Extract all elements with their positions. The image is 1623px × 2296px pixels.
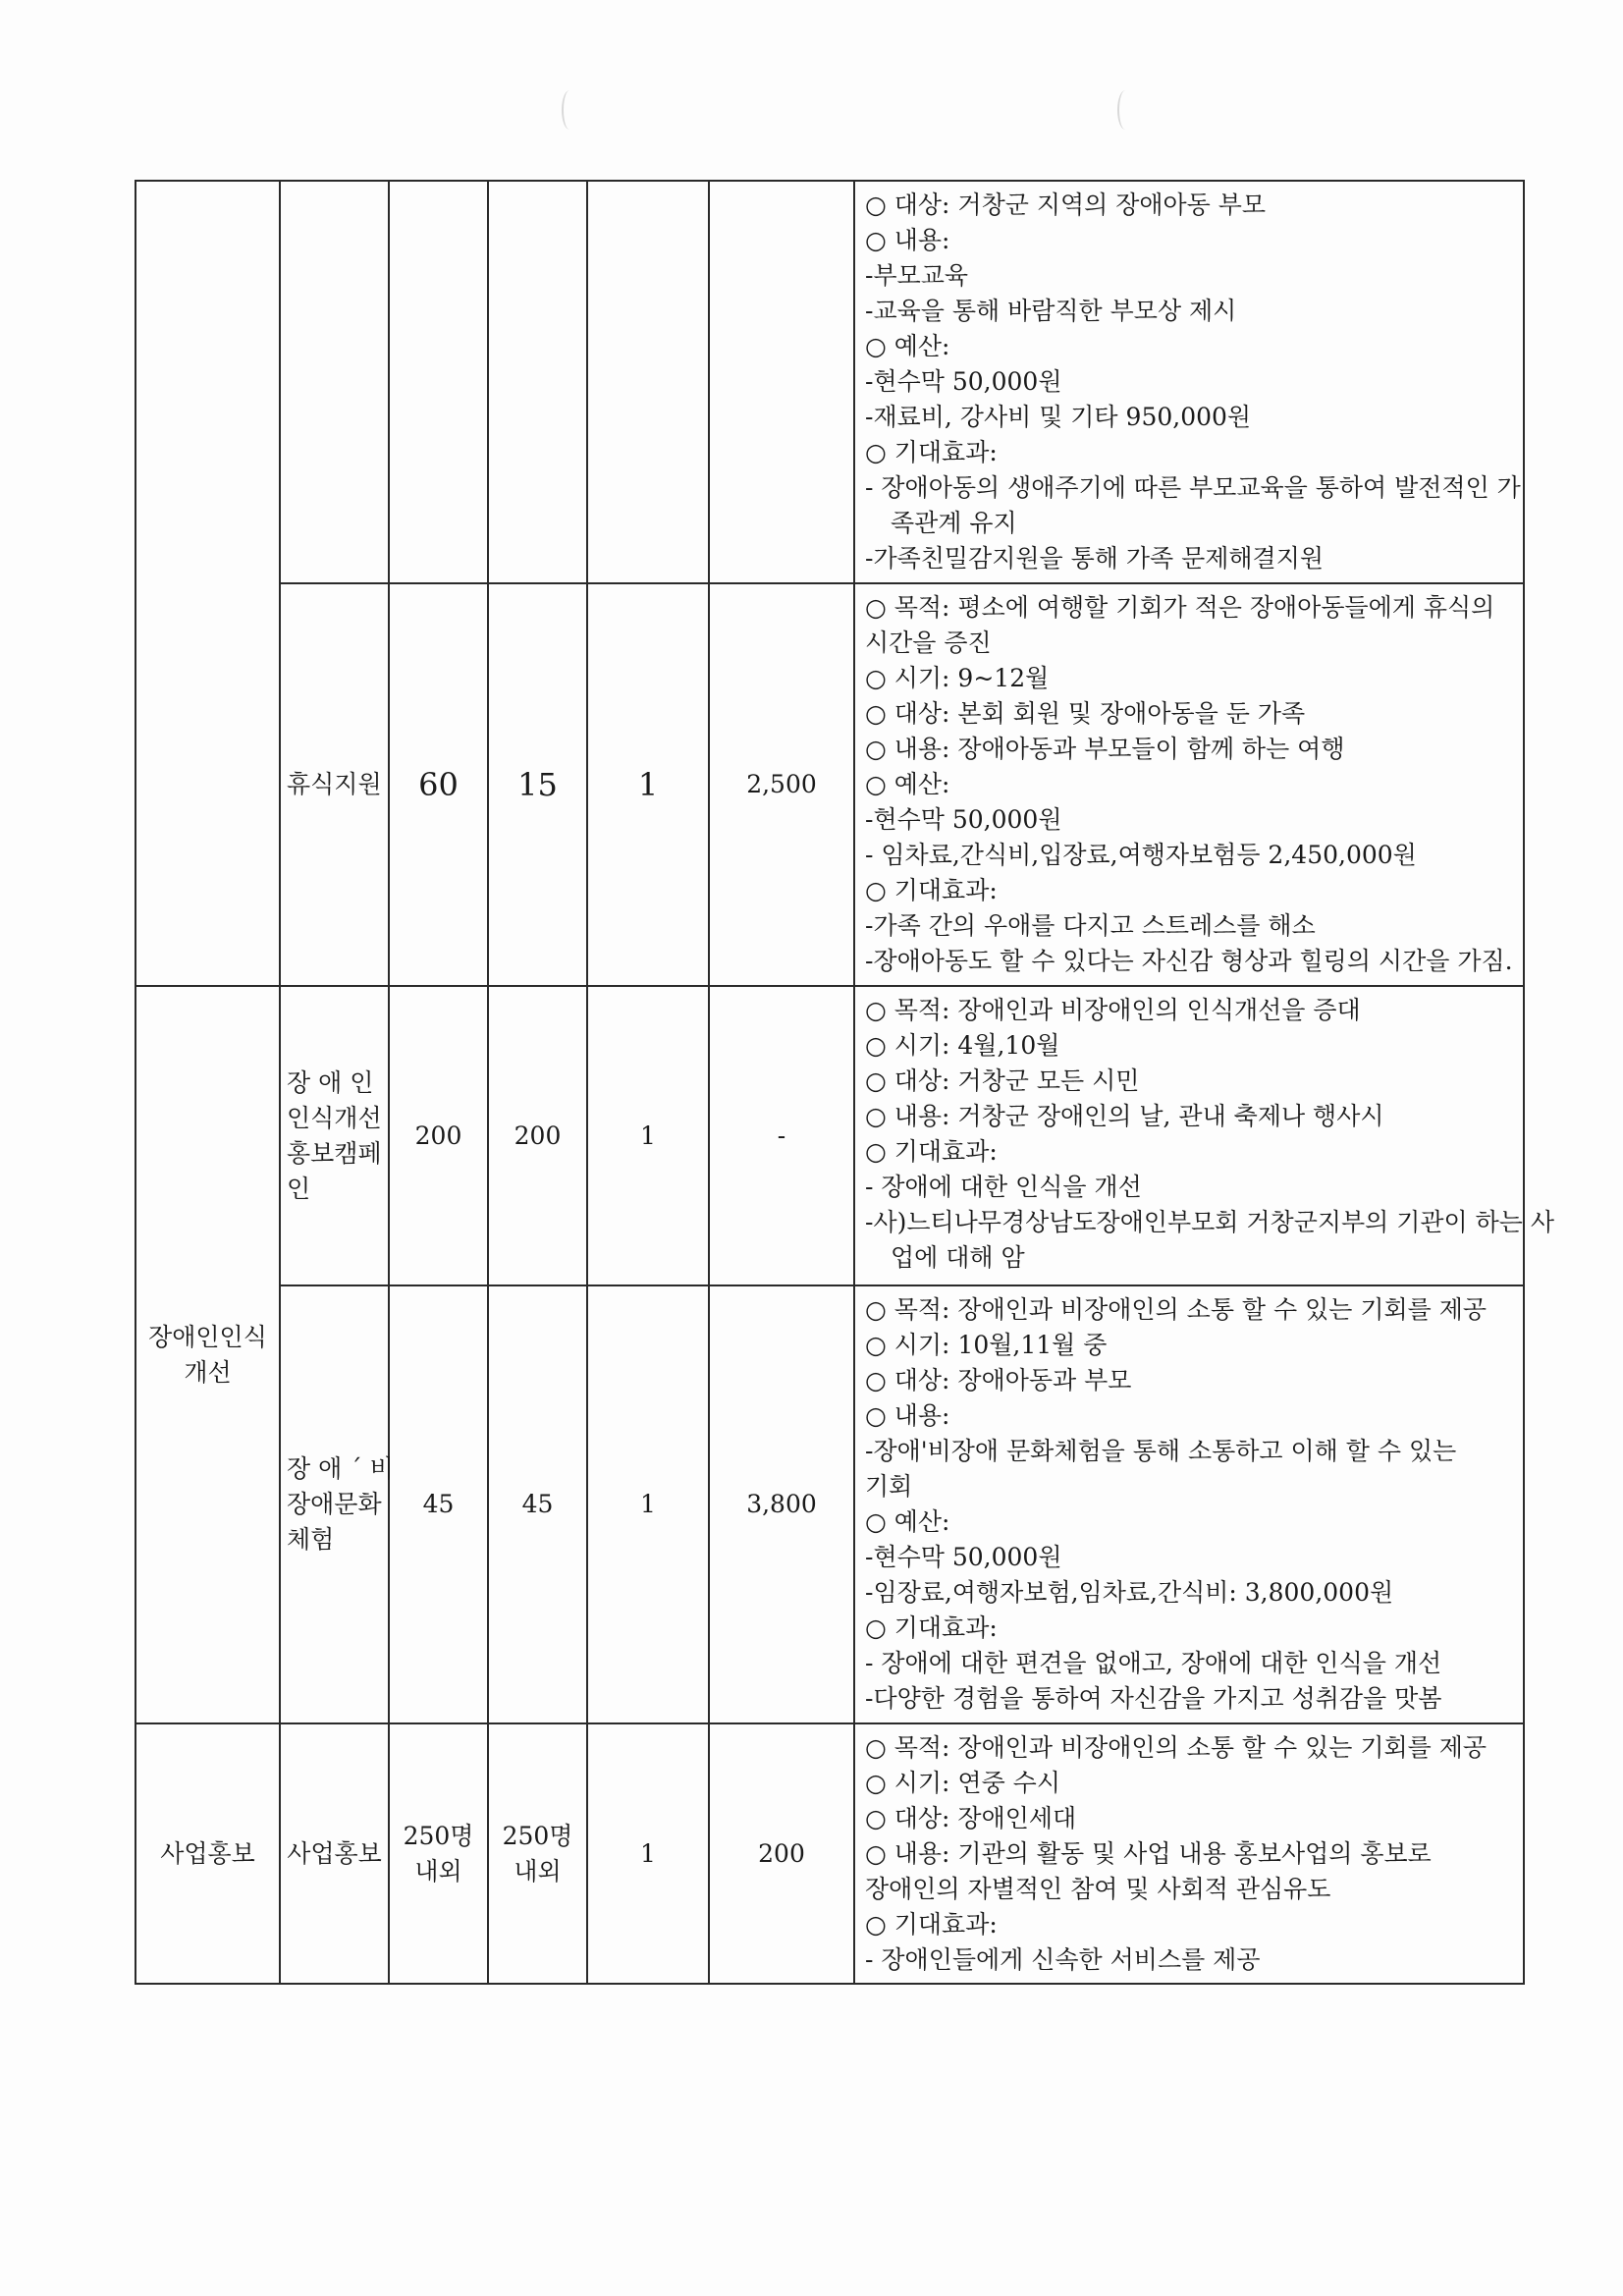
detail-line: - 장애인들에게 신속한 서비스를 제공 bbox=[865, 1945, 1261, 1974]
program-name-line: 휴식지원 bbox=[287, 770, 382, 798]
table-row bbox=[135, 583, 1524, 986]
detail-line: -임장료,여행자보험,임차료,간식비: 3,800,000원 bbox=[865, 1578, 1394, 1607]
details-cell bbox=[854, 583, 1524, 986]
detail-line: -사)느티나무경상남도장애인부모회 거창군지부의 기관이 하는 사 bbox=[865, 1208, 1555, 1236]
detail-line: -장애'비장애 문화체험을 통해 소통하고 이해 할 수 있는 bbox=[865, 1437, 1457, 1465]
budget-cell: 2,500 bbox=[709, 583, 854, 986]
program-name-line: 장 애 인 bbox=[287, 1067, 374, 1097]
detail-line: ○ 시기: 연중 수시 bbox=[865, 1769, 1060, 1797]
program-cell bbox=[280, 986, 389, 1285]
scan-mark-left bbox=[562, 90, 577, 130]
details-cell bbox=[854, 181, 1524, 583]
detail-line: -교육을 통해 바람직한 부모상 제시 bbox=[865, 297, 1237, 325]
target-cell: 60 bbox=[389, 583, 488, 986]
detail-line: - 장애아동의 생애주기에 따른 부모교육을 통하여 발전적인 가 bbox=[865, 473, 1521, 502]
budget-cell: 3,800 bbox=[709, 1285, 854, 1723]
detail-line: ○ 기대효과: bbox=[865, 1613, 998, 1642]
program-name-line: 홍보캠페 bbox=[287, 1138, 382, 1168]
program-cell bbox=[280, 1285, 394, 1723]
detail-line: 기회 bbox=[865, 1472, 913, 1501]
program-table bbox=[135, 180, 1555, 1985]
program-cell bbox=[280, 181, 389, 583]
detail-line: ○ 내용: 거창군 장애인의 날, 관내 축제나 행사시 bbox=[865, 1102, 1384, 1130]
participants-cell: 200 bbox=[488, 986, 587, 1285]
participants-cell: 45 bbox=[488, 1285, 587, 1723]
detail-line: ○ 기대효과: bbox=[865, 876, 998, 904]
sessions-cell: 1 bbox=[587, 1723, 709, 1984]
category-cell: 장애인인식 개선 bbox=[135, 986, 280, 1723]
target-cell: 200 bbox=[389, 986, 488, 1285]
detail-line: ○ 내용: 기관의 활동 및 사업 내용 홍보사업의 홍보로 bbox=[865, 1839, 1432, 1868]
sessions-cell: 1 bbox=[587, 1285, 709, 1723]
program-name-line: 인 bbox=[287, 1174, 311, 1203]
detail-line: ○ 내용: bbox=[865, 226, 950, 254]
detail-line: ○ 목적: 장애인과 비장애인의 소통 할 수 있는 기회를 제공 bbox=[865, 1295, 1488, 1324]
participants-cell: 250명 내외 bbox=[488, 1723, 587, 1984]
detail-line: ○ 시기: 9~12월 bbox=[865, 664, 1050, 692]
budget-cell: 200 bbox=[709, 1723, 854, 1984]
detail-line: ○ 목적: 평소에 여행할 기회가 적은 장애아동들에게 휴식의 bbox=[865, 593, 1495, 622]
detail-line: -부모교육 bbox=[865, 261, 969, 290]
category-cell: 사업홍보 bbox=[135, 1723, 280, 1984]
program-name-line: 체험 bbox=[287, 1525, 335, 1554]
detail-line: ○ 목적: 장애인과 비장애인의 소통 할 수 있는 기회를 제공 bbox=[865, 1733, 1488, 1762]
table-row bbox=[135, 1285, 1524, 1723]
detail-line: ○ 대상: 거창군 지역의 장애아동 부모 bbox=[865, 191, 1267, 219]
table-row bbox=[135, 986, 1524, 1285]
program-name-line: 사업홍보 bbox=[287, 1838, 382, 1868]
detail-line: ○ 예산: bbox=[865, 332, 950, 360]
detail-line: -가족 간의 우애를 다지고 스트레스를 해소 bbox=[865, 911, 1316, 940]
detail-line: ○ 예산: bbox=[865, 770, 950, 798]
detail-line: -재료비, 강사비 및 기타 950,000원 bbox=[865, 403, 1252, 431]
details-cell bbox=[854, 1723, 1524, 1984]
target-cell: 250명 내외 bbox=[389, 1723, 488, 1984]
scan-mark-right bbox=[1117, 90, 1133, 130]
detail-line: ○ 내용: bbox=[865, 1401, 950, 1430]
detail-line: - 장애에 대한 인식을 개선 bbox=[865, 1173, 1142, 1201]
budget-cell bbox=[709, 181, 854, 583]
detail-line: -현수막 50,000원 bbox=[865, 367, 1062, 396]
detail-line: 장애인의 자별적인 참여 및 사회적 관심유도 bbox=[865, 1875, 1331, 1903]
program-cell bbox=[280, 1723, 389, 1984]
category-cell bbox=[135, 181, 280, 986]
detail-line: ○ 시기: 4월,10월 bbox=[865, 1031, 1060, 1060]
detail-line: ○ 내용: 장애아동과 부모들이 함께 하는 여행 bbox=[865, 735, 1345, 763]
detail-line: ○ 기대효과: bbox=[865, 438, 998, 466]
detail-line: 족관계 유지 bbox=[891, 509, 1017, 537]
table-row bbox=[135, 181, 1524, 583]
participants-cell: 15 bbox=[488, 583, 587, 986]
program-name-line: 인식개선 bbox=[287, 1103, 382, 1132]
detail-line: - 임차료,간식비,입장료,여행자보험등 2,450,000원 bbox=[865, 841, 1417, 869]
detail-line: ○ 시기: 10월,11월 중 bbox=[865, 1331, 1108, 1359]
detail-line: 시간을 증진 bbox=[865, 629, 992, 657]
sessions-cell: 1 bbox=[587, 986, 709, 1285]
program-cell bbox=[280, 583, 389, 986]
details-cell bbox=[854, 986, 1555, 1285]
detail-line: ○ 목적: 장애인과 비장애인의 인식개선을 증대 bbox=[865, 996, 1361, 1024]
target-cell: 45 bbox=[389, 1285, 488, 1723]
detail-line: -다양한 경험을 통하여 자신감을 가지고 성취감을 맛봄 bbox=[865, 1684, 1442, 1713]
detail-line: -가족친밀감지원을 통해 가족 문제해결지원 bbox=[865, 544, 1324, 573]
detail-line: ○ 대상: 장애인세대 bbox=[865, 1804, 1077, 1832]
detail-line: ○ 대상: 본회 회원 및 장애아동을 둔 가족 bbox=[865, 699, 1306, 728]
program-name-line: 장애문화 bbox=[287, 1490, 382, 1518]
target-cell bbox=[389, 181, 488, 583]
sessions-cell: 1 bbox=[587, 583, 709, 986]
participants-cell bbox=[488, 181, 587, 583]
details-cell bbox=[854, 1285, 1524, 1723]
sessions-cell bbox=[587, 181, 709, 583]
detail-line: ○ 대상: 거창군 모든 시민 bbox=[865, 1066, 1140, 1095]
detail-line: ○ 기대효과: bbox=[865, 1910, 998, 1939]
detail-line: ○ 대상: 장애아동과 부모 bbox=[865, 1366, 1132, 1394]
detail-line: 업에 대해 암 bbox=[891, 1243, 1025, 1272]
detail-line: -현수막 50,000원 bbox=[865, 805, 1062, 834]
detail-line: ○ 예산: bbox=[865, 1507, 950, 1536]
detail-line: - 장애에 대한 편견을 없애고, 장애에 대한 인식을 개선 bbox=[865, 1649, 1442, 1677]
detail-line: -장애아동도 할 수 있다는 자신감 형상과 힐링의 시간을 가짐. bbox=[865, 947, 1513, 975]
table-row bbox=[135, 1723, 1524, 1984]
detail-line: ○ 기대효과: bbox=[865, 1137, 998, 1166]
detail-line: -현수막 50,000원 bbox=[865, 1543, 1062, 1571]
budget-cell: - bbox=[709, 986, 854, 1285]
program-name-line: 장 애 ˊ 비 bbox=[287, 1454, 394, 1483]
